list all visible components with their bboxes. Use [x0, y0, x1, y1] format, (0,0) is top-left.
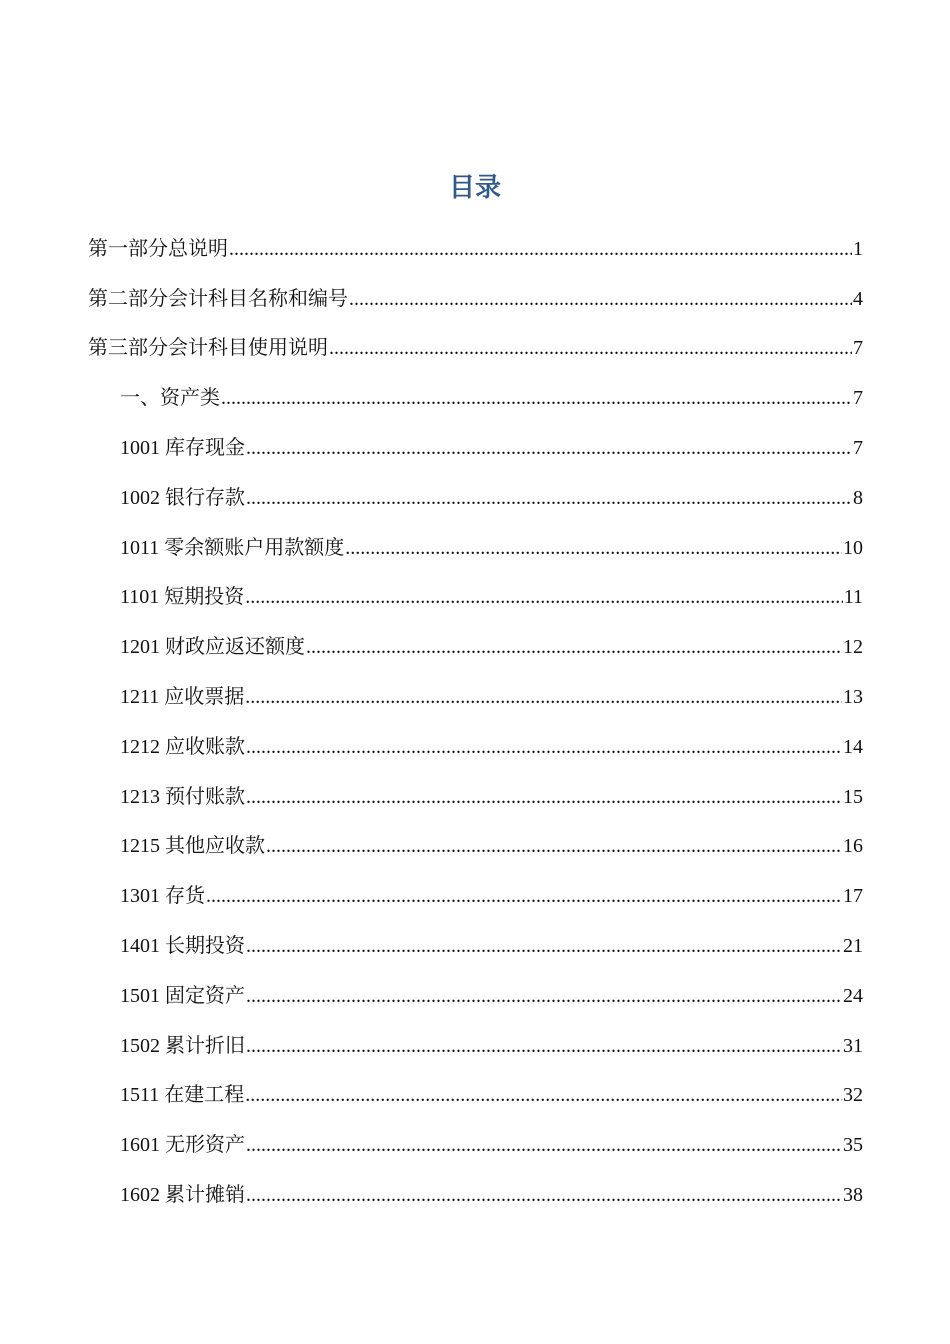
toc-leader-dots — [246, 1026, 842, 1066]
toc-entry-label: 1201 财政应返还额度 — [120, 636, 305, 659]
toc-leader-dots — [246, 926, 842, 966]
toc-entry[interactable] — [0, 523, 950, 573]
toc-leader-dots — [229, 229, 852, 269]
toc-page-number: 21 — [843, 935, 863, 958]
toc-entry-label: 1212 应收账款 — [120, 735, 245, 758]
toc-entry[interactable] — [0, 1170, 950, 1220]
toc-leader-dots — [245, 577, 842, 617]
toc-leader-dots — [206, 876, 842, 916]
toc-leader-dots — [221, 378, 852, 418]
toc-entry-label: 1211 应收票据 — [120, 686, 245, 709]
toc-page-number: 14 — [843, 735, 863, 758]
toc-entry[interactable] — [0, 722, 950, 772]
toc-entry-label: 1001 库存现金 — [120, 437, 245, 460]
toc-entry[interactable] — [0, 622, 950, 672]
toc-leader-dots — [266, 826, 842, 866]
toc-leader-dots — [349, 279, 852, 319]
toc-entry-label: 1601 无形资产 — [120, 1134, 245, 1157]
toc-page-number: 15 — [843, 785, 863, 808]
toc-entry[interactable] — [0, 822, 950, 872]
toc-title: 目录 — [448, 173, 501, 203]
toc-leader-dots — [246, 976, 842, 1016]
toc-page-number: 38 — [843, 1184, 863, 1207]
toc-leader-dots — [345, 528, 842, 568]
toc-page-number: 1 — [853, 237, 863, 260]
toc-list — [0, 224, 950, 1220]
toc-leader-dots — [246, 727, 842, 767]
toc-entry-label: 1501 固定资产 — [120, 984, 245, 1007]
toc-entry-label: 一、资产类 — [120, 387, 220, 410]
toc-entry-label: 1511 在建工程 — [120, 1084, 245, 1107]
toc-leader-dots — [245, 1075, 842, 1115]
toc-entry-label: 1401 长期投资 — [120, 935, 245, 958]
toc-leader-dots — [246, 428, 852, 468]
toc-entry[interactable] — [0, 1071, 950, 1121]
toc-entry[interactable] — [0, 1120, 950, 1170]
toc-entry[interactable] — [0, 274, 950, 324]
toc-entry-label: 1002 银行存款 — [120, 486, 245, 509]
toc-page-number: 7 — [853, 387, 863, 410]
toc-page-number: 24 — [843, 984, 863, 1007]
toc-entry-label: 第三部分会计科目使用说明 — [88, 337, 328, 360]
toc-page-number: 31 — [843, 1034, 863, 1057]
toc-page-number: 11 — [843, 586, 863, 609]
toc-entry-label: 第二部分会计科目名称和编号 — [88, 287, 348, 310]
toc-entry-label: 1602 累计摊销 — [120, 1184, 245, 1207]
toc-entry-label: 1502 累计折旧 — [120, 1034, 245, 1057]
toc-entry-label: 1213 预付账款 — [120, 785, 245, 808]
toc-page-number: 8 — [853, 486, 863, 509]
toc-leader-dots — [329, 328, 852, 368]
toc-leader-dots — [245, 677, 842, 717]
toc-entry[interactable] — [0, 373, 950, 423]
toc-leader-dots — [246, 478, 852, 518]
toc-page-number: 7 — [853, 437, 863, 460]
toc-page-number: 17 — [843, 885, 863, 908]
toc-entry[interactable] — [0, 921, 950, 971]
toc-entry[interactable] — [0, 473, 950, 523]
toc-leader-dots — [306, 627, 842, 667]
toc-entry[interactable] — [0, 772, 950, 822]
toc-page-number: 12 — [843, 636, 863, 659]
toc-page-number: 32 — [843, 1084, 863, 1107]
toc-leader-dots — [246, 777, 842, 817]
toc-page-number: 10 — [843, 536, 863, 559]
toc-entry-label: 第一部分总说明 — [88, 237, 228, 260]
toc-page-number: 7 — [853, 337, 863, 360]
toc-entry-label: 1101 短期投资 — [120, 586, 245, 609]
toc-page-number: 13 — [843, 686, 863, 709]
toc-entry-label: 1011 零余额账户用款额度 — [120, 536, 345, 559]
toc-entry[interactable] — [0, 971, 950, 1021]
toc-page-number: 35 — [843, 1134, 863, 1157]
toc-leader-dots — [246, 1175, 842, 1215]
toc-entry[interactable] — [0, 1021, 950, 1071]
toc-leader-dots — [246, 1125, 842, 1165]
toc-entry[interactable] — [0, 224, 950, 274]
toc-page-number: 16 — [843, 835, 863, 858]
toc-entry[interactable] — [0, 871, 950, 921]
toc-entry[interactable] — [0, 324, 950, 374]
toc-page-number: 4 — [853, 287, 863, 310]
toc-entry[interactable] — [0, 423, 950, 473]
toc-entry[interactable] — [0, 573, 950, 623]
toc-entry-label: 1215 其他应收款 — [120, 835, 265, 858]
toc-entry[interactable] — [0, 672, 950, 722]
toc-entry-label: 1301 存货 — [120, 885, 205, 908]
